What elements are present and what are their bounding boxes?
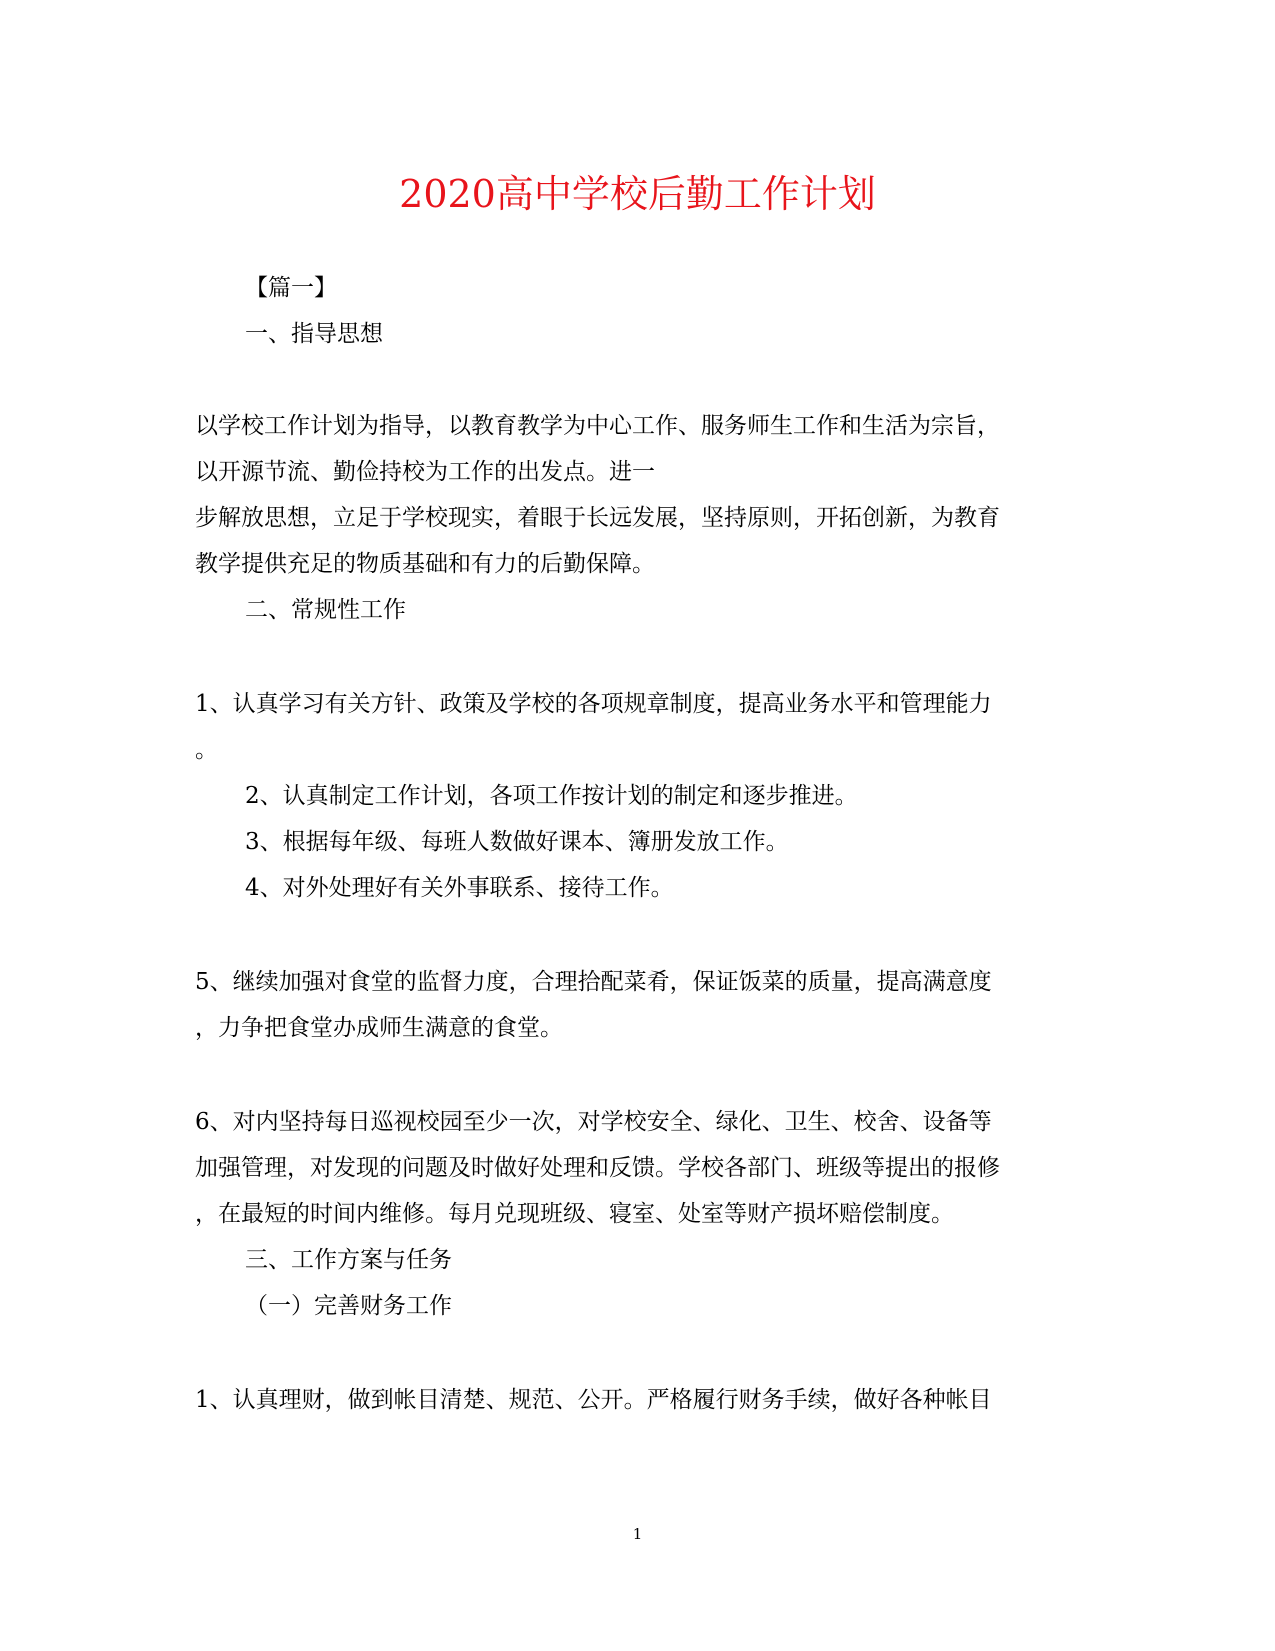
heading-routine-work: 二、常规性工作 [245, 597, 406, 623]
paragraph-line: 以开源节流、勤俭持校为工作的出发点。进一 [195, 459, 655, 485]
paragraph-line: ，力争把食堂办成师生满意的食堂。 [195, 1015, 563, 1041]
list-item: 4、对外处理好有关外事联系、接待工作。 [245, 875, 674, 901]
page-number: 1 [632, 1525, 643, 1543]
paragraph-line: 加强管理，对发现的问题及时做好处理和反馈。学校各部门、班级等提出的报修 [195, 1155, 1000, 1181]
paragraph-line: 1、认真理财，做到帐目清楚、规范、公开。严格履行财务手续，做好各种帐目 [195, 1387, 992, 1413]
paragraph-line: 6、对内坚持每日巡视校园至少一次，对学校安全、绿化、卫生、校舍、设备等 [195, 1109, 992, 1135]
paragraph-line: 教学提供充足的物质基础和有力的后勤保障。 [195, 551, 655, 577]
paragraph-line: ，在最短的时间内维修。每月兑现班级、寝室、处室等财产损坏赔偿制度。 [195, 1201, 954, 1227]
list-item: 2、认真制定工作计划，各项工作按计划的制定和逐步推进。 [245, 783, 858, 809]
document-title: 2020高中学校后勤工作计划 [399, 172, 876, 216]
paragraph-line: 以学校工作计划为指导，以教育教学为中心工作、服务师生工作和生活为宗旨， [195, 413, 1000, 439]
heading-guiding-ideology: 一、指导思想 [245, 321, 383, 347]
heading-work-plan: 三、工作方案与任务 [245, 1247, 452, 1273]
list-item: 3、根据每年级、每班人数做好课本、簿册发放工作。 [245, 829, 789, 855]
paragraph-line: 1、认真学习有关方针、政策及学校的各项规章制度，提高业务水平和管理能力 [195, 691, 992, 717]
paragraph-line: 步解放思想，立足于学校现实，着眼于长远发展，坚持原则，开拓创新，为教育 [195, 505, 1000, 531]
subheading-finance: （一）完善财务工作 [245, 1293, 452, 1319]
section-label: 【篇一】 [245, 275, 337, 301]
paragraph-line: 5、继续加强对食堂的监督力度，合理拾配菜肴，保证饭菜的质量，提高满意度 [195, 969, 992, 995]
paragraph-line: 。 [195, 737, 218, 763]
